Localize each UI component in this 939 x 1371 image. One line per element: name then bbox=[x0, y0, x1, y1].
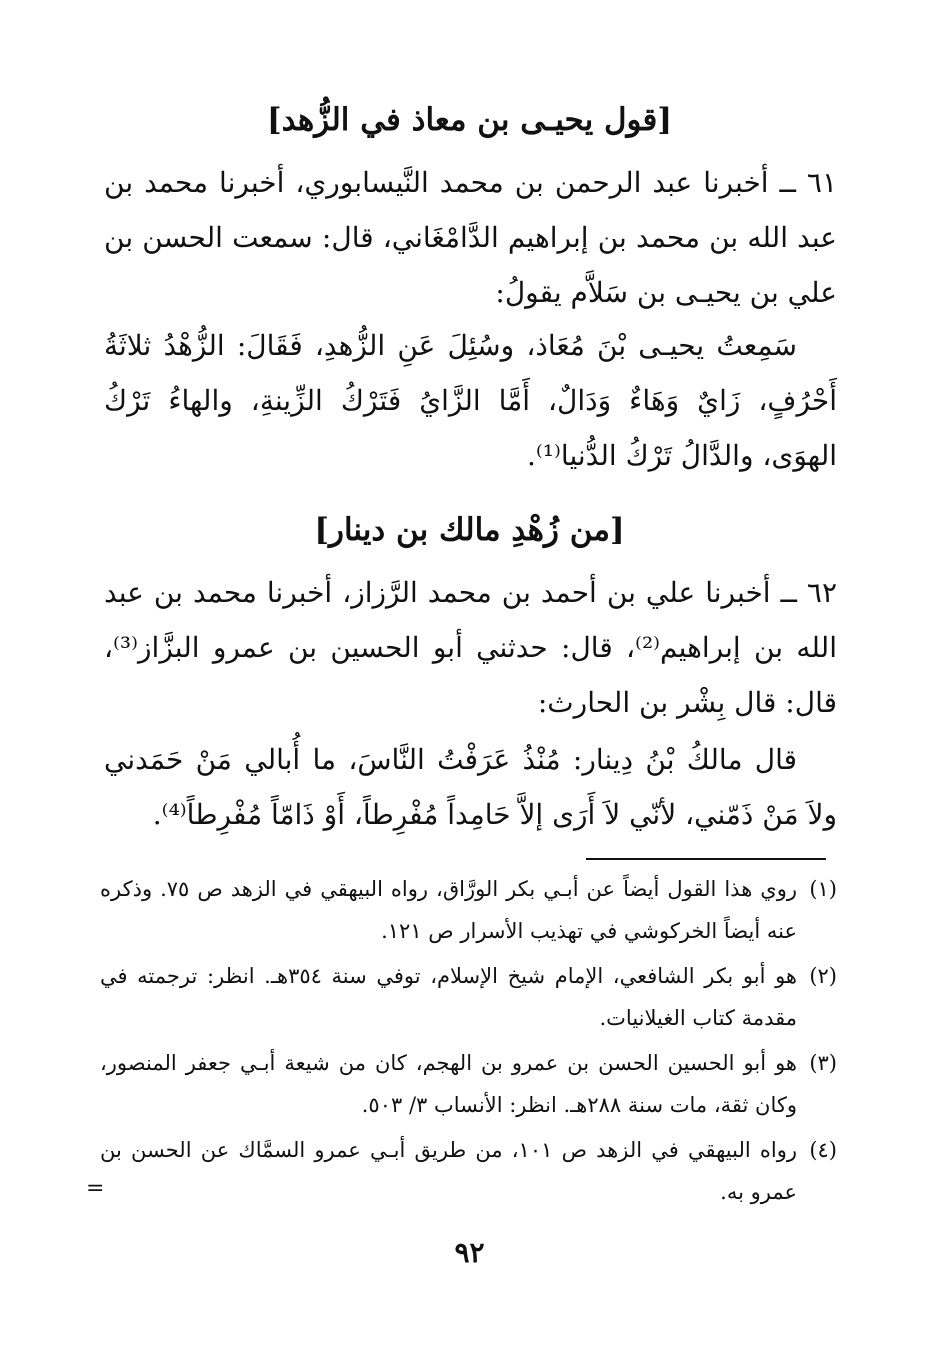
footnote-text: هو أبو الحسين الحسن بن عمرو بن الهجم، كان من شيعة أبـي جعفر المنصور، وكان ثقة، مات سنة ٢٨٨هـ. انظر: الأنساب ٣/ ٥٠٣. bbox=[100, 1051, 797, 1117]
footnote-4 bbox=[100, 1129, 837, 1213]
quote-block-61 bbox=[104, 318, 837, 483]
footnote-2 bbox=[100, 955, 837, 1039]
quote-malik: قال مالكُ بْنُ دِينار: مُنْذُ عَرَفْتُ النَّاسَ، ما أُبالي مَنْ حَمَدني ولاَ مَنْ ذَمّني، لأنّي لاَ أَرَى إلاَّ حَامِداً مُفْرِطاً، أَوْ ذَامّاً مُفْرِطاً⁽⁴⁾. bbox=[104, 743, 837, 831]
footnote-number: (٢) bbox=[809, 964, 837, 988]
footnote-3 bbox=[100, 1042, 837, 1126]
section-heading-yahya: [قول يحيـى بن معاذ في الزُّهد] bbox=[266, 102, 673, 138]
quote-block-62 bbox=[104, 732, 837, 842]
footnote-1 bbox=[100, 868, 837, 952]
quote-yahya: سَمِعتُ يحيـى بْنَ مُعَاذ، وسُئِلَ عَنِ الزُّهدِ، فَقَالَ: الزُّهْدُ ثلاثَةُ أَحْرُفٍ، زَايٌ وَهَاءٌ وَدَالٌ، أَمَّا الزَّايُ فَتَرْكُ الزِّينةِ، والهاءُ تَرْكُ الهوَى، والدَّالُ تَرْكُ الدُّنيا⁽¹⁾. bbox=[104, 329, 837, 472]
isnad-61: ٦١ ــ أخبرنا عبد الرحمن بن محمد النَّيسابوري، أخبرنا محمد بن عبد الله بن محمد بن إبراهيم الدَّامْغَاني، قال: سمعت الحسن بن علي بن يحيـى بن سَلاَّم يقولُ: bbox=[104, 166, 837, 309]
page-number: ٩٢ bbox=[454, 1236, 485, 1269]
footnote-separator bbox=[586, 858, 826, 860]
continuation-mark: = bbox=[86, 1176, 105, 1201]
footnote-number: (٤) bbox=[809, 1138, 837, 1162]
footnote-text: روي هذا القول أيضاً عن أبـي بكر الورَّاق، رواه البيهقي في الزهد ص ٧٥. وذكره عنه أيضاً الخركوشي في تهذيب الأسرار ص ١٢١. bbox=[100, 877, 797, 943]
section-body-62 bbox=[104, 565, 837, 730]
section-body-61 bbox=[104, 155, 837, 320]
footnote-text: رواه البيهقي في الزهد ص ١٠١، من طريق أبـي عمرو السمَّاك عن الحسن بن عمرو به. bbox=[100, 1138, 797, 1204]
footnote-text: هو أبو بكر الشافعي، الإمام شيخ الإسلام، توفي سنة ٣٥٤هـ. انظر: ترجمته في مقدمة كتاب الغيلانيات. bbox=[100, 964, 797, 1030]
footnote-number: (٣) bbox=[809, 1051, 837, 1075]
isnad-62: ٦٢ ــ أخبرنا علي بن أحمد بن محمد الرَّزاز، أخبرنا محمد بن عبد الله بن إبراهيم⁽²⁾، قال: حدثني أبو الحسين بن عمرو البزَّاز⁽³⁾، قال: قال بِشْر بن الحارث: bbox=[104, 576, 837, 719]
footnotes bbox=[100, 868, 837, 1216]
section-heading-malik: [من زُهْدِ مالك بن دينار] bbox=[314, 512, 625, 548]
footnote-number: (١) bbox=[809, 877, 837, 901]
